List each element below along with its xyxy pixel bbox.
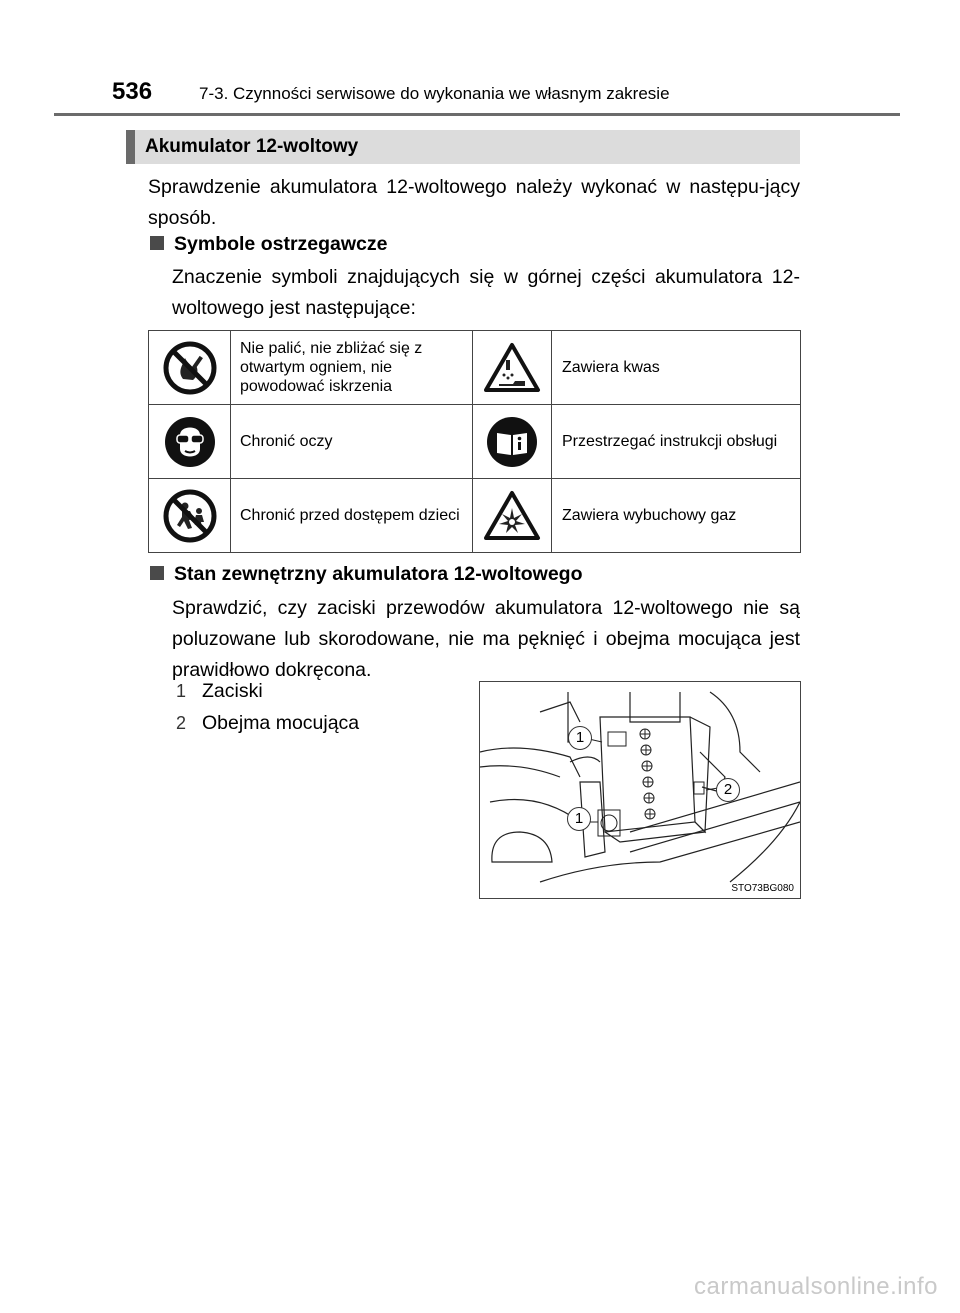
chapter-title: 7-3. Czynności serwisowe do wykonania we własnym zakresie (199, 84, 670, 103)
table-cell-text: Zawiera kwas (552, 331, 801, 405)
intro-paragraph: Sprawdzenie akumulatora 12-woltowego należy wykonać w następu-jący sposób. (148, 176, 800, 229)
engine-bay-drawing (480, 682, 800, 898)
square-bullet-icon (150, 236, 164, 250)
callout-terminal-1: 1 (568, 726, 592, 750)
page-header (0, 0, 960, 120)
no-fire-icon (149, 331, 231, 405)
legend-item-terminals (170, 680, 263, 703)
battery-illustration (479, 681, 801, 899)
subheading-external-condition (150, 563, 583, 586)
table-cell-text: Chronić oczy (231, 405, 473, 479)
acid-warning-icon (473, 331, 552, 405)
watermark: carmanualsonline.info (694, 1273, 938, 1300)
external-condition-paragraph: Sprawdzić, czy zaciski przewodów akumulatora 12-woltowego nie są poluzowane lub skorodowane, nie ma pęknięć i obejma mocująca jest prawidłowo dokręcona. (172, 597, 800, 681)
section-title: Akumulator 12-woltowy (145, 136, 359, 157)
header-divider (54, 113, 900, 116)
callout-clamp: 2 (716, 778, 740, 802)
legend-number: 1 (175, 681, 186, 701)
table-row (149, 405, 801, 479)
table-cell-text: Zawiera wybuchowy gaz (552, 479, 801, 553)
legend-label: Obejma mocująca (202, 712, 360, 734)
subheading-warning-symbols (150, 233, 388, 256)
symbols-paragraph: Znaczenie symboli znajdujących się w górnej części akumulatora 12-woltowego jest następujące: (172, 266, 800, 319)
legend-label: Zaciski (202, 680, 263, 702)
table-cell-text: Nie palić, nie zbliżać się z otwartym ogniem, nie powodować iskrzenia (231, 331, 473, 405)
explosive-gas-icon (473, 479, 552, 553)
warning-symbols-table (148, 330, 801, 553)
legend-item-clamp (170, 712, 359, 735)
legend-number: 2 (175, 713, 186, 733)
eye-protection-icon (149, 405, 231, 479)
table-cell-text: Chronić przed dostępem dzieci (231, 479, 473, 553)
table-row (149, 479, 801, 553)
section-heading-bar (126, 130, 800, 164)
square-bullet-icon (150, 566, 164, 580)
table-cell-text: Przestrzegać instrukcji obsługi (552, 405, 801, 479)
subheading-text: Stan zewnętrzny akumulatora 12-woltowego (174, 563, 583, 585)
figure-code: STO73BG080 (731, 883, 794, 894)
page-number: 536 (112, 78, 153, 105)
table-row (149, 331, 801, 405)
subheading-text: Symbole ostrzegawcze (174, 233, 388, 255)
keep-away-children-icon (149, 479, 231, 553)
read-manual-icon (473, 405, 552, 479)
callout-terminal-2: 1 (567, 807, 591, 831)
